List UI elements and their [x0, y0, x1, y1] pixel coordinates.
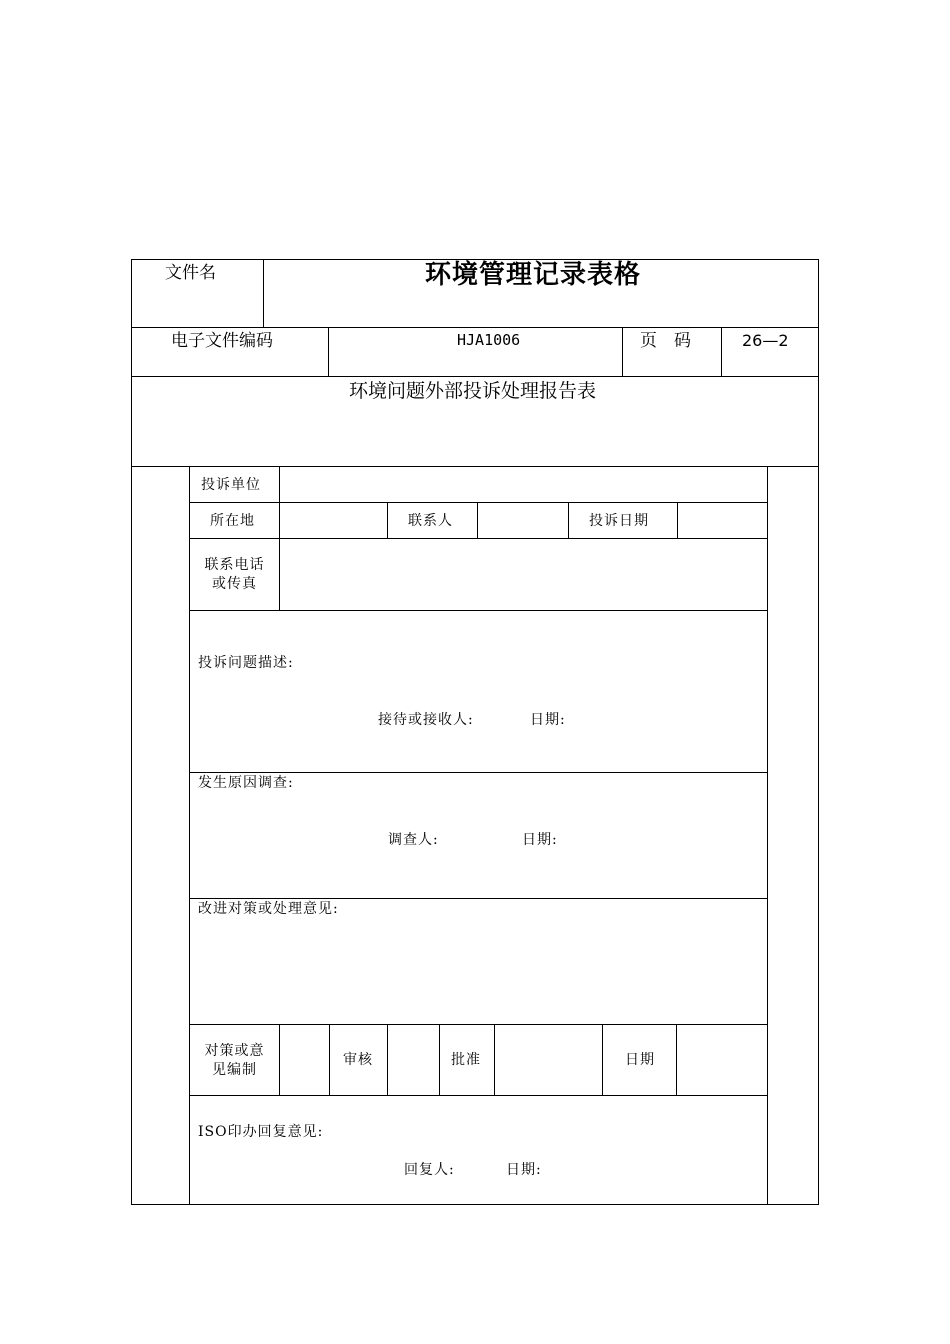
- approve-label: 批准: [451, 1052, 481, 1068]
- receiver-date-label: 日期:: [530, 712, 566, 728]
- divider: [477, 502, 478, 538]
- divider: [676, 1024, 677, 1095]
- complaint-date-label: 投诉日期: [589, 513, 649, 529]
- cause-field[interactable]: [191, 774, 766, 896]
- improvement-label: 改进对策或处理意见:: [198, 901, 339, 917]
- contact-field[interactable]: [479, 504, 567, 537]
- inner-right-border: [767, 466, 768, 1205]
- page-value: 26—2: [742, 331, 789, 350]
- divider: [189, 772, 767, 773]
- location-field[interactable]: [281, 504, 386, 537]
- divider: [329, 1024, 330, 1095]
- divider: [279, 1024, 280, 1095]
- contact-label: 联系人: [408, 513, 453, 529]
- phone-fax-field[interactable]: [281, 540, 766, 609]
- replier-date-label: 日期:: [506, 1162, 542, 1178]
- divider: [189, 538, 767, 539]
- divider: [602, 1024, 603, 1095]
- phone-fax-label-line2: 或传真: [212, 576, 257, 592]
- improvement-field[interactable]: [191, 900, 766, 1022]
- divider: [189, 898, 767, 899]
- iso-reply-label: ISO印办回复意见:: [198, 1124, 324, 1140]
- divider: [189, 1024, 767, 1025]
- divider: [568, 502, 569, 538]
- divider: [387, 502, 388, 538]
- phone-fax-label: [190, 556, 279, 594]
- compile-field[interactable]: [281, 1026, 328, 1094]
- divider: [189, 502, 767, 503]
- investigator-date-label: 日期:: [522, 832, 558, 848]
- date-field[interactable]: [678, 1026, 766, 1094]
- divider: [721, 327, 722, 376]
- page-label: 页 码: [640, 331, 691, 351]
- location-label: 所在地: [210, 513, 255, 529]
- cause-label: 发生原因调查:: [198, 775, 294, 791]
- approve-field[interactable]: [496, 1026, 601, 1094]
- form-title: 环境问题外部投诉处理报告表: [349, 380, 597, 402]
- receiver-label: 接待或接收人:: [378, 712, 474, 728]
- code-label: 电子文件编码: [171, 331, 273, 351]
- divider: [131, 327, 819, 328]
- description-field[interactable]: [191, 612, 766, 770]
- complaint-unit-label: 投诉单位: [201, 477, 261, 493]
- divider: [439, 1024, 440, 1095]
- compile-label-line1: 对策或意: [204, 1043, 265, 1059]
- description-label: 投诉问题描述:: [198, 655, 294, 671]
- divider: [263, 259, 264, 327]
- replier-label: 回复人:: [404, 1162, 455, 1178]
- complaint-unit-field[interactable]: [281, 468, 766, 500]
- divider: [131, 466, 819, 467]
- investigator-label: 调查人:: [388, 832, 439, 848]
- divider: [189, 1095, 767, 1096]
- review-label: 审核: [343, 1052, 373, 1068]
- divider: [494, 1024, 495, 1095]
- complaint-date-field[interactable]: [679, 504, 766, 537]
- review-field[interactable]: [389, 1026, 438, 1094]
- compile-label-line2: 见编制: [212, 1062, 257, 1078]
- divider: [677, 502, 678, 538]
- iso-reply-field[interactable]: [191, 1097, 766, 1203]
- code-value: HJA1006: [457, 331, 521, 349]
- phone-fax-label-line1: 联系电话: [204, 557, 265, 573]
- divider: [328, 327, 329, 376]
- divider: [189, 610, 767, 611]
- compile-label: [190, 1042, 279, 1080]
- date-label: 日期: [625, 1052, 655, 1068]
- divider: [131, 376, 819, 377]
- divider: [622, 327, 623, 376]
- file-name-label: 文件名: [165, 263, 216, 283]
- divider: [387, 1024, 388, 1095]
- document-title: 环境管理记录表格: [425, 260, 642, 290]
